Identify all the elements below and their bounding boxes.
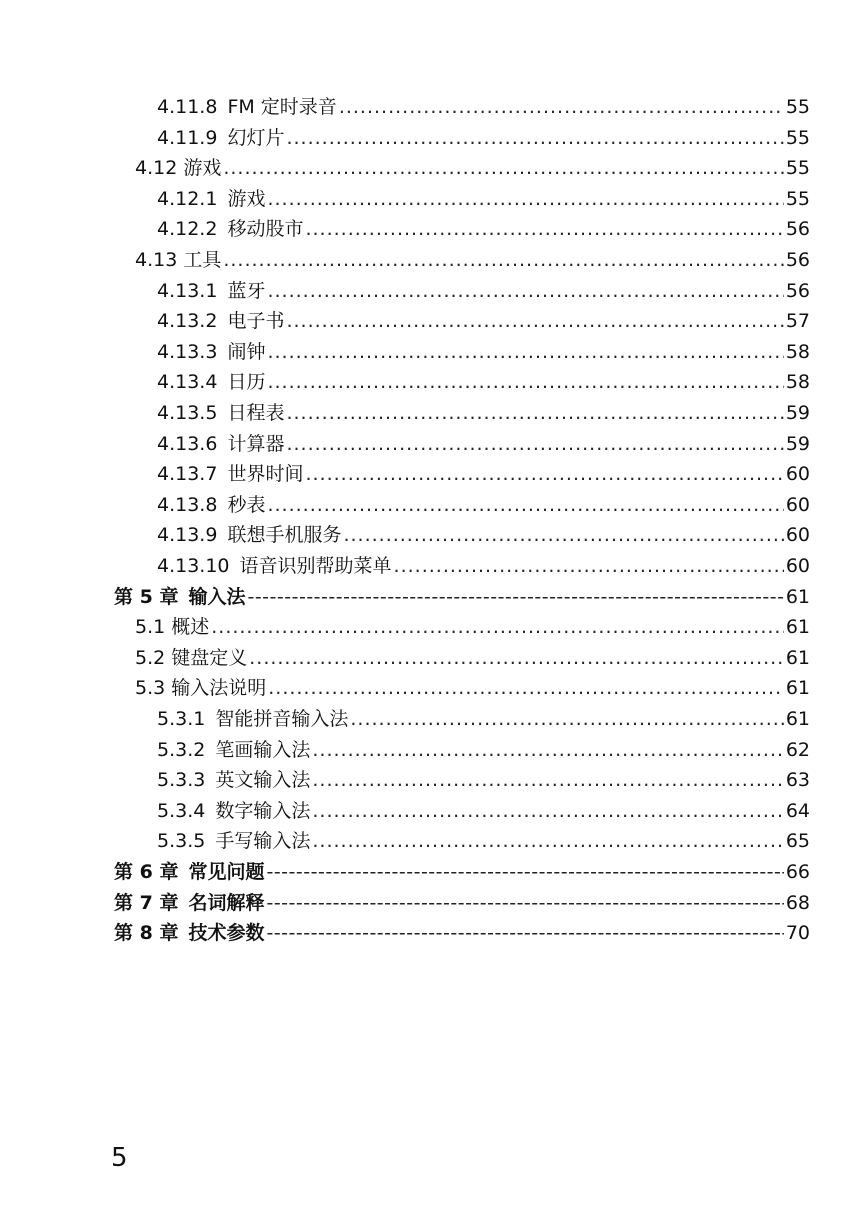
toc-entry-text: 常见问题 <box>188 861 265 883</box>
toc-entry[interactable] <box>135 245 810 275</box>
toc-entry[interactable] <box>135 643 810 673</box>
toc-leader <box>286 306 783 336</box>
toc-entry-title <box>135 612 209 642</box>
toc-entry-text: 语音识别帮助菜单 <box>239 555 392 577</box>
toc-entry-title <box>157 429 284 459</box>
toc-entry-page: 55 <box>785 188 810 210</box>
toc-entry-number: 4.13.5 <box>157 402 218 424</box>
toc-entry-text: 日历 <box>227 371 266 393</box>
toc-entry-page: 55 <box>785 96 810 118</box>
toc-leader <box>339 92 784 122</box>
toc-entry-text: 输入法 <box>188 586 246 608</box>
toc-entry[interactable] <box>135 673 810 703</box>
toc-leader <box>312 735 783 765</box>
toc-entry-number: 4.13.4 <box>157 371 218 393</box>
toc-entry[interactable] <box>157 429 810 459</box>
toc-entry[interactable] <box>114 918 810 948</box>
toc-leader <box>305 459 783 489</box>
toc-entry-page: 61 <box>785 708 810 730</box>
toc-leader <box>267 184 783 214</box>
toc-leader <box>286 429 783 459</box>
toc-entry-title <box>157 92 337 122</box>
toc-entry-text: 笔画输入法 <box>215 739 311 761</box>
toc-entry[interactable] <box>157 214 810 244</box>
toc-entry[interactable] <box>157 337 810 367</box>
toc-entry-title <box>157 459 303 489</box>
toc-leader <box>312 765 783 795</box>
toc-entry-text: 游戏 <box>227 188 266 210</box>
toc-entry-number: 5.3.1 <box>157 708 206 730</box>
toc-entry-text: 闹钟 <box>227 341 266 363</box>
toc-leader <box>267 276 783 306</box>
toc-entry-number: 5.3.5 <box>157 830 206 852</box>
toc-entry-title <box>157 337 265 367</box>
toc-entry-text: 键盘定义 <box>171 647 248 669</box>
toc-entry-number: 5.1 <box>135 616 166 638</box>
toc-entry-page: 61 <box>785 677 810 699</box>
toc-entry-text: 计算器 <box>227 433 285 455</box>
toc-entry-title <box>114 582 245 612</box>
toc-entry-title <box>157 520 341 550</box>
toc-entry-title <box>135 673 266 703</box>
toc-entry[interactable] <box>157 520 810 550</box>
toc-leader <box>267 337 783 367</box>
toc-entry-page: 56 <box>785 218 810 240</box>
toc-entry-page: 58 <box>785 341 810 363</box>
toc-entry-page: 61 <box>785 586 810 608</box>
toc-entry[interactable] <box>157 306 810 336</box>
toc-entry[interactable] <box>114 888 810 918</box>
toc-entry[interactable] <box>157 123 810 153</box>
toc-entry-page: 60 <box>785 555 810 577</box>
toc-entry-number: 5.3 <box>135 677 166 699</box>
toc-leader <box>249 643 784 673</box>
toc-entry-title <box>135 245 221 275</box>
toc-entry-title <box>135 643 247 673</box>
toc-entry[interactable] <box>135 153 810 183</box>
toc-entry-page: 62 <box>785 739 810 761</box>
toc-entry-title <box>157 398 284 428</box>
toc-entry-number: 5.3.4 <box>157 800 206 822</box>
toc-entry[interactable] <box>157 398 810 428</box>
toc-leader <box>343 520 783 550</box>
toc-entry-page: 68 <box>785 892 810 914</box>
toc-leader <box>266 918 783 948</box>
toc-entry-page: 60 <box>785 524 810 546</box>
toc-entry-number: 第 8 章 <box>114 922 179 944</box>
toc-entry-page: 57 <box>785 310 810 332</box>
toc-entry-page: 61 <box>785 616 810 638</box>
toc-entry-title <box>114 857 264 887</box>
toc-entry-number: 4.12.1 <box>157 188 218 210</box>
toc-entry[interactable] <box>157 704 810 734</box>
toc-entry-number: 第 5 章 <box>114 586 179 608</box>
toc-entry[interactable] <box>114 582 810 612</box>
toc-leader <box>350 704 783 734</box>
toc-entry-page: 66 <box>785 861 810 883</box>
toc-entry[interactable] <box>157 276 810 306</box>
toc-entry-title <box>157 735 310 765</box>
toc-leader <box>266 888 783 918</box>
toc-entry-number: 5.3.2 <box>157 739 206 761</box>
toc-entry-number: 5.2 <box>135 647 166 669</box>
toc-entry-page: 59 <box>785 433 810 455</box>
toc-leader <box>312 796 783 826</box>
toc-leader <box>247 582 783 612</box>
toc-entry-number: 4.13 <box>135 249 178 271</box>
toc-entry-number: 4.13.10 <box>157 555 230 577</box>
toc-entry-page: 65 <box>785 830 810 852</box>
toc-entry[interactable] <box>157 367 810 397</box>
toc-entry-number: 4.13.8 <box>157 494 218 516</box>
toc-entry-text: 数字输入法 <box>215 800 311 822</box>
toc-entry-number: 4.13.9 <box>157 524 218 546</box>
toc-entry-number: 4.12 <box>135 157 178 179</box>
toc-entry[interactable] <box>157 735 810 765</box>
toc-entry-number: 4.13.3 <box>157 341 218 363</box>
toc-entry-page: 56 <box>785 249 810 271</box>
toc-leader <box>312 826 783 856</box>
toc-leader <box>223 153 783 183</box>
toc-entry-number: 4.13.6 <box>157 433 218 455</box>
toc-entry-title <box>157 184 265 214</box>
toc-entry-text: 智能拼音输入法 <box>215 708 349 730</box>
toc-entry-text: 工具 <box>183 249 222 271</box>
toc-entry-page: 70 <box>785 922 810 944</box>
toc-entry-text: 幻灯片 <box>227 127 285 149</box>
toc-entry-title <box>157 796 310 826</box>
toc-entry[interactable] <box>157 826 810 856</box>
toc-entry[interactable] <box>157 551 810 581</box>
toc-leader <box>268 673 784 703</box>
toc-entry[interactable] <box>157 765 810 795</box>
toc-entry-title <box>135 153 221 183</box>
toc-entry-text: 日程表 <box>227 402 285 424</box>
toc-entry-number: 4.13.7 <box>157 463 218 485</box>
toc-entry-title <box>157 367 265 397</box>
toc-entry-title <box>157 306 284 336</box>
toc-entry-page: 58 <box>785 371 810 393</box>
toc-entry-text: 名词解释 <box>188 892 265 914</box>
toc-entry-title <box>157 551 392 581</box>
toc-entry-page: 56 <box>785 280 810 302</box>
toc-leader <box>267 490 783 520</box>
toc-entry-text: 手写输入法 <box>215 830 311 852</box>
toc-entry-page: 55 <box>785 157 810 179</box>
toc-entry-text: 移动股市 <box>227 218 304 240</box>
toc-leader <box>394 551 784 581</box>
toc-entry-text: 概述 <box>171 616 210 638</box>
toc-leader <box>286 123 783 153</box>
toc-entry-number: 5.3.3 <box>157 769 206 791</box>
toc-entry-page: 64 <box>785 800 810 822</box>
toc-entry-number: 4.11.8 <box>157 96 218 118</box>
toc-entry-title <box>157 214 303 244</box>
toc-entry-text: FM 定时录音 <box>227 96 337 118</box>
toc-entry-title <box>157 704 348 734</box>
toc-entry-text: 联想手机服务 <box>227 524 342 546</box>
toc-entry[interactable] <box>157 490 810 520</box>
toc-entry-number: 4.12.2 <box>157 218 218 240</box>
toc-entry-text: 世界时间 <box>227 463 304 485</box>
toc-entry-page: 59 <box>785 402 810 424</box>
toc-entry-text: 电子书 <box>227 310 285 332</box>
toc-entry[interactable] <box>157 92 810 122</box>
toc-entry-text: 输入法说明 <box>171 677 267 699</box>
toc-entry-text: 英文输入法 <box>215 769 311 791</box>
toc-leader <box>267 367 783 397</box>
toc-entry[interactable] <box>114 857 810 887</box>
toc-entry-text: 游戏 <box>183 157 222 179</box>
toc-entry-title <box>114 888 264 918</box>
toc-entry[interactable] <box>157 459 810 489</box>
toc-entry-title <box>114 918 264 948</box>
toc-entry-number: 4.13.2 <box>157 310 218 332</box>
toc-leader <box>266 857 783 887</box>
toc-entry-number: 第 7 章 <box>114 892 179 914</box>
toc-entry[interactable] <box>157 796 810 826</box>
toc-leader <box>223 245 783 275</box>
toc-entry-number: 第 6 章 <box>114 861 179 883</box>
toc-entry[interactable] <box>135 612 810 642</box>
toc-leader <box>286 398 783 428</box>
toc-entry-page: 60 <box>785 463 810 485</box>
toc-entry-page: 60 <box>785 494 810 516</box>
toc-entry-number: 4.13.1 <box>157 280 218 302</box>
page-number: 5 <box>111 1143 128 1173</box>
toc-entry-text: 秒表 <box>227 494 266 516</box>
toc-entry[interactable] <box>157 184 810 214</box>
toc-leader <box>305 214 783 244</box>
toc-entry-number: 4.11.9 <box>157 127 218 149</box>
toc-entry-title <box>157 123 284 153</box>
toc-leader <box>211 612 784 642</box>
toc-entry-title <box>157 490 265 520</box>
toc-entry-text: 蓝牙 <box>227 280 266 302</box>
toc-entry-title <box>157 826 310 856</box>
toc-entry-title <box>157 765 310 795</box>
toc-entry-page: 61 <box>785 647 810 669</box>
toc-entry-text: 技术参数 <box>188 922 265 944</box>
toc-entry-title <box>157 276 265 306</box>
toc-entry-page: 63 <box>785 769 810 791</box>
toc-entry-page: 55 <box>785 127 810 149</box>
